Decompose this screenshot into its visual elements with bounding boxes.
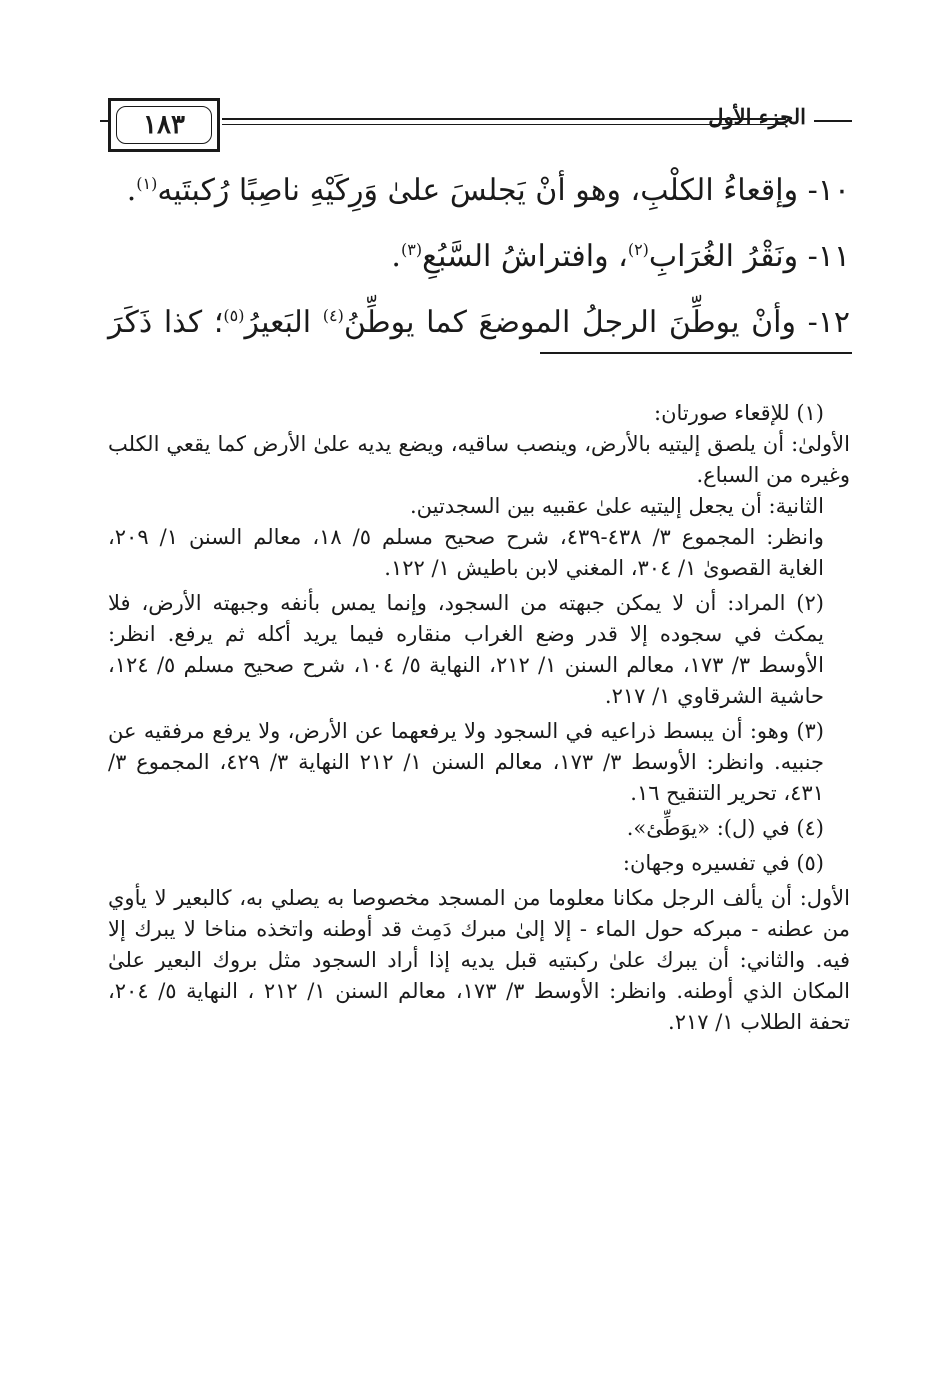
running-title: الجزء الأول	[708, 104, 806, 129]
footnote-1-title: (١) للإقعاء صورتان:	[654, 401, 824, 425]
line-10-text: ١٠- وإقعاءُ الكلْبِ، وهو أنْ يَجلسَ علىٰ وَرِكَيْهِ ناصِبًا رُكبتَيه	[157, 173, 850, 208]
footnote-2: (٢) المراد: أن لا يمكن جبهته من السجود، وإنما يمس بأنفه وجبهته الأرض، فلا يمكث في سجوده إلا قدر وضع الغراب منقاره فيما يريد أكله ثم يرفع. انظر: الأوسط ٣/ ١٧٣، معالم السنن ١/ ٢١٢، النهاية ٥/ ١٠٤، شرح صحيح مسلم ٥/ ١٢٤، حاشية الشرقاوي ١/ ٢١٧.	[108, 591, 824, 708]
footnotes	[108, 398, 850, 1038]
footnote-1-first: الأولىٰ: أن يلصق إليتيه بالأرض، وينصب ساقيه، ويضع يديه علىٰ الأرض كما يقعي الكلب وغيره من السباع.	[108, 432, 850, 487]
page-header	[108, 98, 852, 160]
footnote-5-body: الأول: أن يألف الرجل مكانا معلوما من المسجد مخصوصا به يصلي به، كالبعير لا يأوي من عطنه - مبركه حول الماء - إلا إلىٰ مبرك دَمِث قد أوطنه واتخذه مناخا لا يبرك إلا فيه. والثاني: أن يبرك علىٰ ركبتيه قبل يديه إذا أراد السجود مثل بروك البعير علىٰ المكان الذي أوطنه. وانظر: الأوسط ٣/ ١٧٣، معالم السنن ١/ ٢١٢ ، النهاية ٥/ ٢٠٤، تحفة الطلاب ١/ ٢١٧.	[108, 886, 850, 1034]
line-12-text-b: البَعيرُ	[244, 305, 323, 340]
footnote-5-title: (٥) في تفسيره وجهان:	[622, 851, 824, 875]
header-rule-stub	[100, 120, 108, 122]
line-12-text-c: ؛ كذا ذَكَرَ	[108, 305, 224, 340]
footnote-1-second: الثانية: أن يجعل إليتيه علىٰ عقبيه بين السجدتين.	[409, 494, 824, 518]
footnote-separator	[540, 352, 852, 354]
header-rule-thin	[222, 124, 786, 125]
page-number-frame	[108, 98, 220, 152]
main-line-12	[108, 296, 850, 343]
page-number: ١٨٣	[143, 110, 185, 140]
line-12-text-a: ١٢- وأنْ يوطِّنَ الرجلُ الموضعَ كما يوطِّنُ	[343, 305, 850, 340]
footnote-ref-5: (٥)	[223, 306, 245, 325]
line-10-end: .	[126, 173, 137, 208]
footnote-ref-4: (٤)	[322, 306, 344, 325]
footnote-ref-3: (٣)	[400, 240, 423, 259]
header-rule	[222, 118, 786, 120]
footnote-4: (٤) في (ل): «يوَطِّئ».	[626, 816, 824, 840]
line-11-text-b: ، وافتراشُ السَّبُعِ	[422, 239, 628, 274]
line-11-end: .	[391, 239, 401, 274]
footnote-ref-1: (١)	[136, 174, 158, 193]
footnote-3: (٣) وهو: أن يبسط ذراعيه في السجود ولا يرفعهما عن الأرض، ولا يرفع مرفقيه عن جنبيه. وانظر: الأوسط ٣/ ١٧٣، معالم السنن ١/ ٢١٢ النهاية ٣/ ٤٢٩، المجموع ٣/ ٤٣١، تحرير التنقيح ١٦.	[108, 719, 824, 805]
main-line-10	[127, 164, 850, 211]
footnote-1-refs: وانظر: المجموع ٣/ ٤٣٨-٤٣٩، شرح صحيح مسلم ٥/ ١٨، معالم السنن ١/ ٢٠٩، الغاية القصوىٰ ١/ ٣٠٤، المغني لابن باطيش ١/ ١٢٢.	[108, 525, 824, 580]
header-rule-right	[814, 120, 852, 122]
line-11-text-a: ١١- ونَقْرُ الغُرَابِ	[648, 239, 850, 274]
footnote-ref-2: (٢)	[627, 240, 649, 259]
main-line-11	[391, 230, 850, 277]
